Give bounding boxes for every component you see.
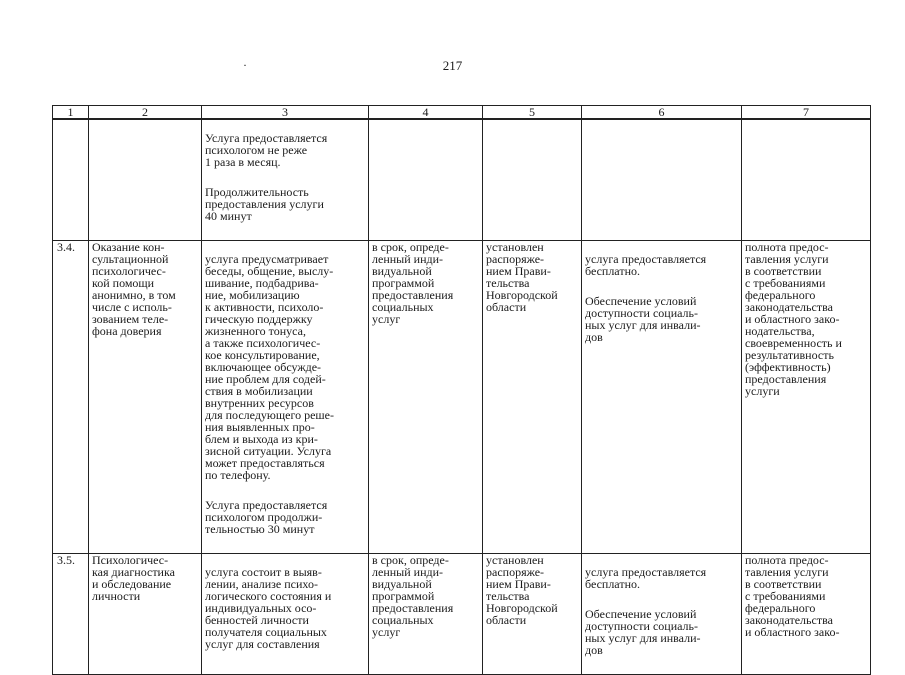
service-conditions bbox=[582, 119, 742, 241]
service-name bbox=[89, 119, 202, 241]
service-tariff: установлен распоряже- нием Прави- тельства Новгородской области bbox=[483, 554, 582, 675]
service-conditions bbox=[582, 241, 742, 554]
service-quality bbox=[742, 119, 871, 241]
service-tariff bbox=[483, 119, 582, 241]
services-table bbox=[52, 105, 871, 675]
description-paragraph: услуга предусматривает беседы, общение, выслу- шивание, подбадрива- ние, мобилизацию к активности, психоло- гическую поддержку жизненного тонуса, а также психологичес- кое консультирование, включающее обсужде- ние проблем для содей- ствия в мобилизации внутренних ресурсов для последующего реше- ния выявленных про- блем и выхода из кри- зисной ситуации. Услуга может предоставляться по телефону. bbox=[205, 252, 334, 482]
conditions-paragraph: услуга предоставляется бесплатно. bbox=[585, 252, 707, 278]
table-row bbox=[53, 554, 871, 675]
column-header: 5 bbox=[483, 106, 582, 120]
service-term: в срок, опреде- ленный инди- видуальной программой предоставления социальных услуг bbox=[369, 554, 483, 675]
header-row bbox=[53, 106, 871, 120]
row-number: 3.4. bbox=[53, 241, 89, 554]
table-row bbox=[53, 119, 871, 241]
description-paragraph: Продолжительность предоставления услуги 40 минут bbox=[205, 185, 324, 223]
service-term: в срок, опреде- ленный инди- видуальной программой предоставления социальных услуг bbox=[369, 241, 483, 554]
column-header: 7 bbox=[742, 106, 871, 120]
service-name: Психологичес- кая диагностика и обследование личности bbox=[89, 554, 202, 675]
description-paragraph: Услуга предоставляется психологом продолжи- тельностью 30 минут bbox=[205, 498, 328, 536]
service-description bbox=[202, 554, 369, 675]
service-term bbox=[369, 119, 483, 241]
column-header: 3 bbox=[202, 106, 369, 120]
service-quality: полнота предос- тавления услуги в соответствии с требованиями федерального законодательства и областного зако- bbox=[742, 554, 871, 675]
service-name: Оказание кон- сультационной психологичес- кой помощи анонимно, в том числе с исполь- зованием теле- фона доверия bbox=[89, 241, 202, 554]
table-row bbox=[53, 241, 871, 554]
column-header: 2 bbox=[89, 106, 202, 120]
stray-mark: · bbox=[243, 58, 247, 72]
row-number: 3.5. bbox=[53, 554, 89, 675]
description-paragraph: услуга состоит в выяв- лении, анализе психо- логического состояния и индивидуальных осо- бенностей личности получателя социальных услуг для составления bbox=[205, 565, 332, 651]
service-tariff: установлен распоряже- нием Прави- тельства Новгородской области bbox=[483, 241, 582, 554]
page-number: 217 bbox=[442, 58, 463, 73]
service-description bbox=[202, 119, 369, 241]
column-header: 6 bbox=[582, 106, 742, 120]
service-conditions bbox=[582, 554, 742, 675]
column-header: 4 bbox=[369, 106, 483, 120]
conditions-paragraph: Обеспечение условий доступности социаль- ных услуг для инвали- дов bbox=[585, 607, 701, 657]
service-quality: полнота предос- тавления услуги в соответствии с требованиями федерального законодательства и областного зако- нодательства, своевременность и результативность (эффективность) предоставления услуги bbox=[742, 241, 871, 554]
column-header: 1 bbox=[53, 106, 89, 120]
row-number bbox=[53, 119, 89, 241]
service-description bbox=[202, 241, 369, 554]
description-paragraph: Услуга предоставляется психологом не реже 1 раза в месяц. bbox=[205, 131, 328, 169]
conditions-paragraph: Обеспечение условий доступности социаль- ных услуг для инвали- дов bbox=[585, 294, 701, 344]
conditions-paragraph: услуга предоставляется бесплатно. bbox=[585, 565, 707, 591]
